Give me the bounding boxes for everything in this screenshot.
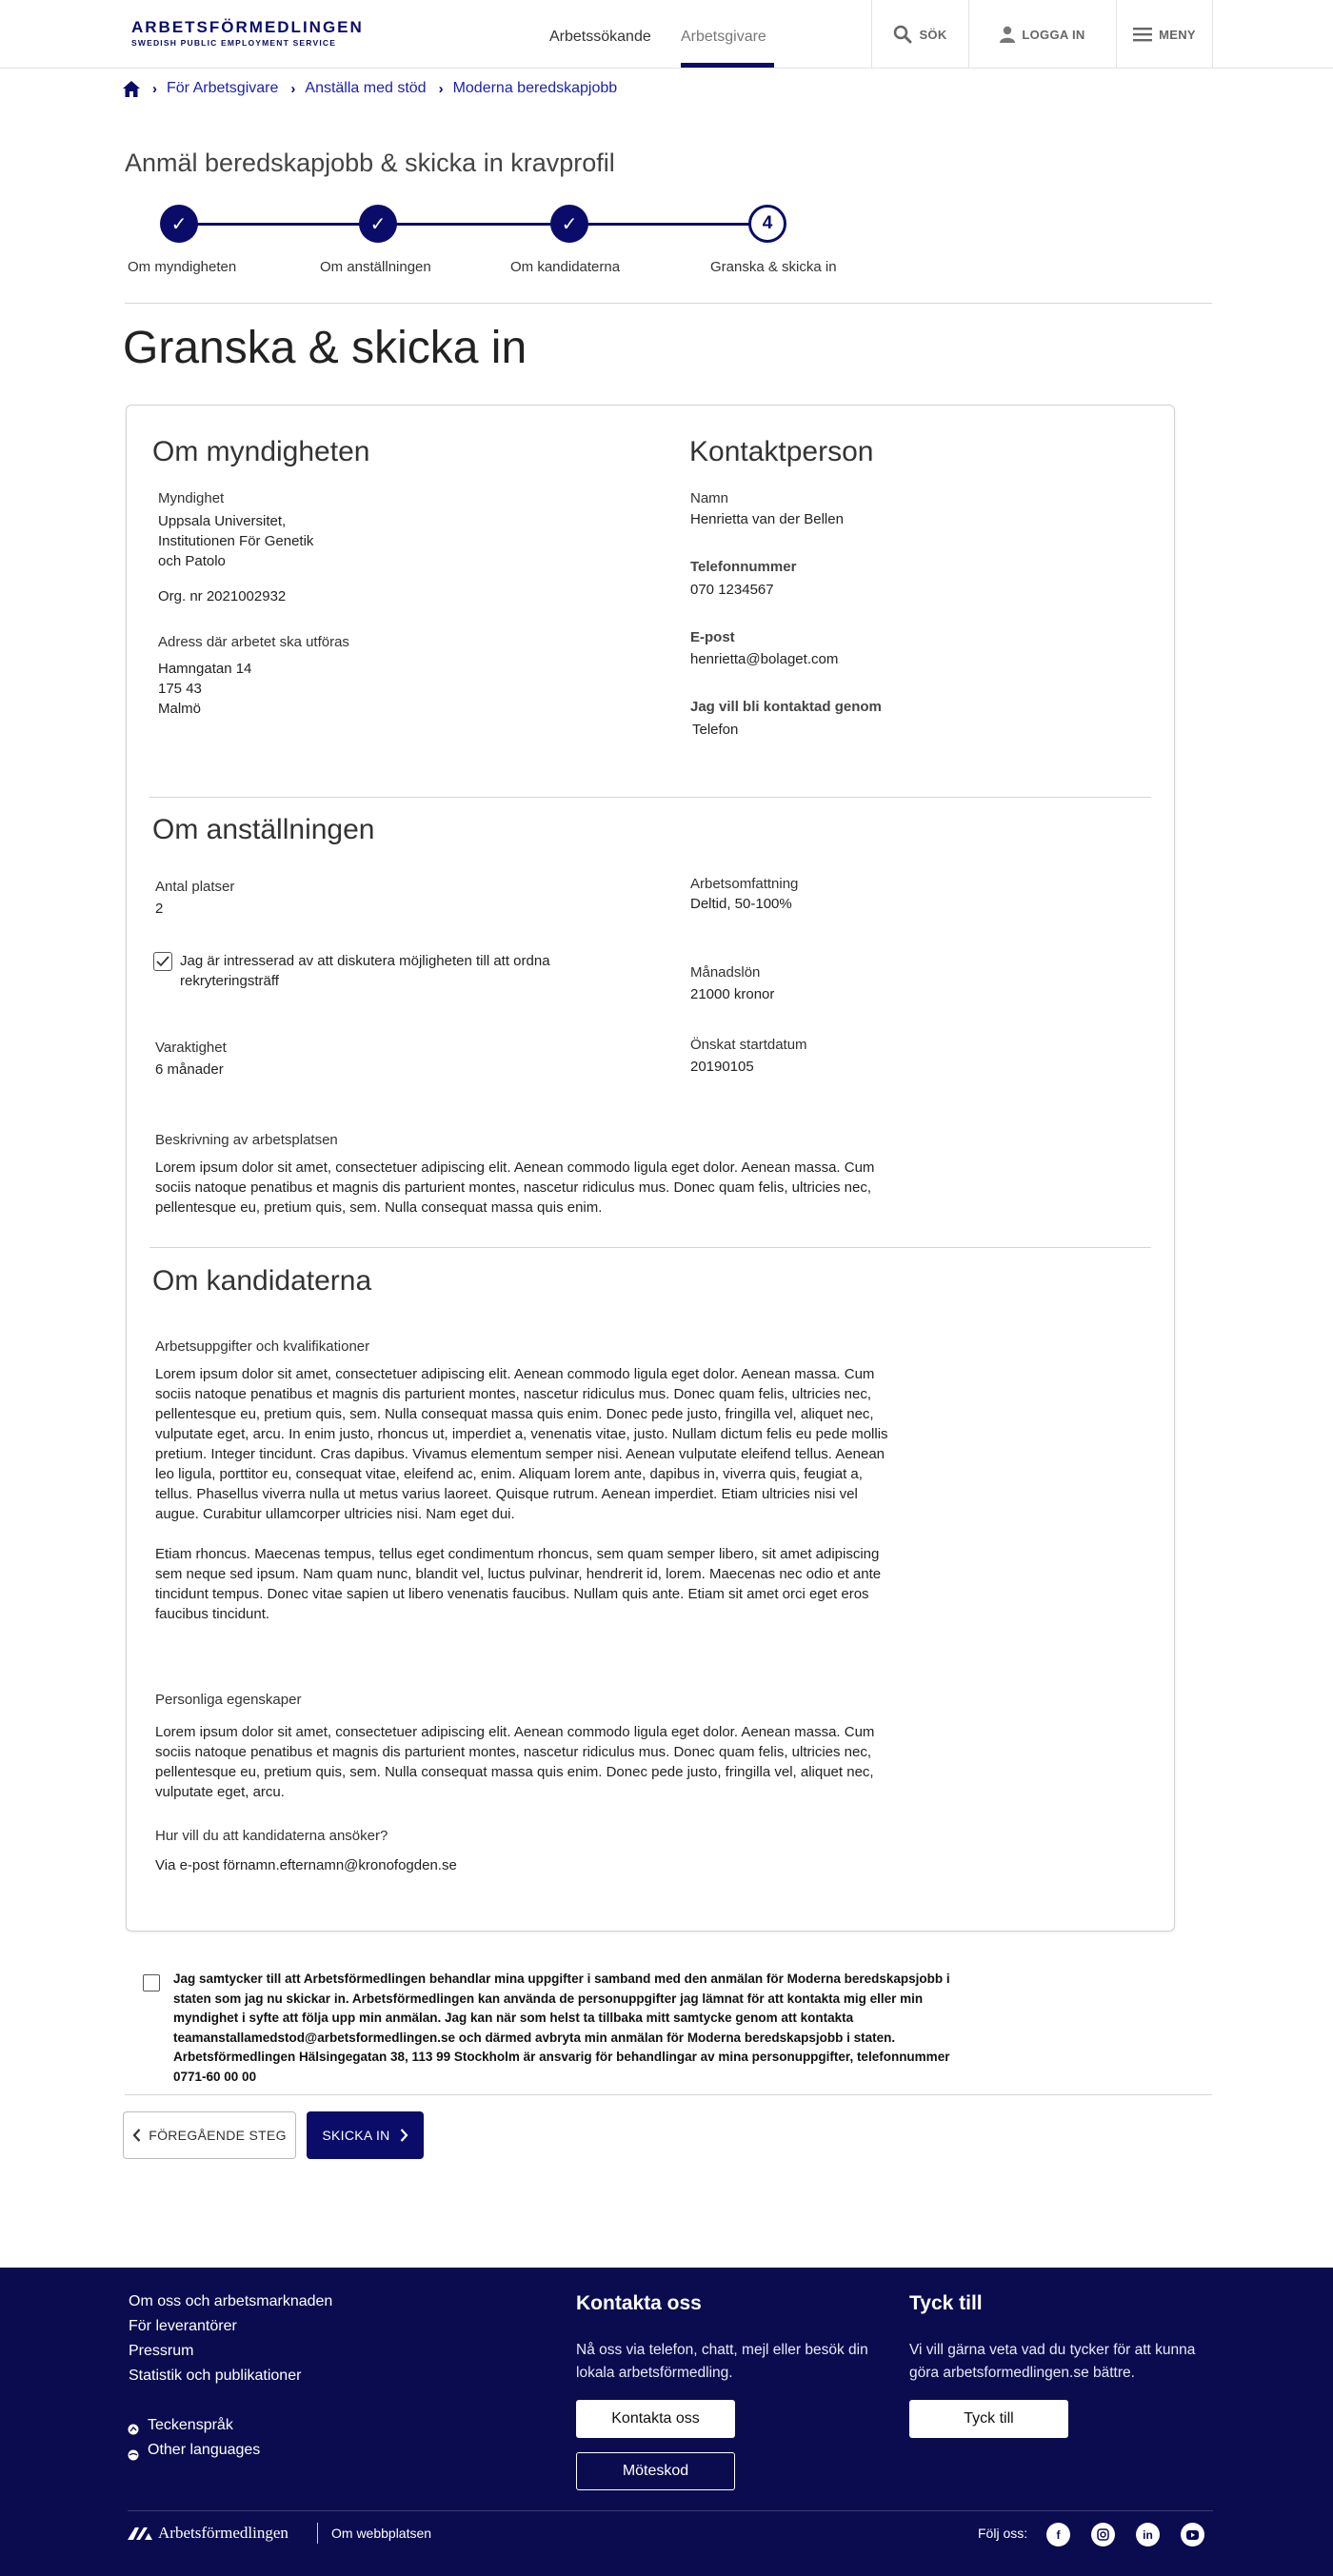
- contact-phone-label: Telefonnummer: [690, 559, 797, 575]
- chevron-right-icon: ›: [290, 80, 296, 97]
- checkmark-icon: ✓: [170, 213, 188, 235]
- hamburger-icon: [1133, 27, 1152, 42]
- previous-step-button[interactable]: [123, 2111, 296, 2159]
- step-3-complete[interactable]: [550, 205, 588, 243]
- application-method: Via e-post förnamn.efternamn@kronofogden.se: [155, 1857, 457, 1873]
- globe-icon: [128, 2449, 139, 2461]
- step-1-complete[interactable]: [160, 205, 198, 243]
- submit-button[interactable]: [307, 2111, 424, 2159]
- logo-mark-icon: [128, 2526, 152, 2540]
- salary-value: 21000 kronor: [690, 986, 775, 1002]
- active-tab-indicator: [681, 63, 774, 68]
- contact-pref: Telefon: [692, 722, 739, 738]
- salary-label: Månadslön: [690, 964, 761, 981]
- duration-value: 6 månader: [155, 1061, 224, 1078]
- chevron-right-icon: ›: [152, 80, 157, 97]
- previous-step-label: FÖREGÅENDE STEG: [149, 2128, 287, 2143]
- step-label-kandidaterna: Om kandidaterna: [510, 259, 621, 275]
- logo-main-text: ARBETSFÖRMEDLINGEN: [131, 18, 364, 36]
- section-heading-myndigheten: Om myndigheten: [152, 436, 370, 467]
- menu-button[interactable]: [1116, 0, 1213, 69]
- chevron-right-icon: ›: [438, 80, 444, 97]
- section-heading-anstallningen: Om anställningen: [152, 814, 375, 845]
- start-date-value: 20190105: [690, 1059, 754, 1075]
- checkmark-icon: [156, 956, 169, 967]
- start-date-label: Önskat startdatum: [690, 1037, 807, 1053]
- consent-text: Jag samtycker till att Arbetsförmedlingen behandlar mina uppgifter i samband med den anmälan för Moderna beredskapsjobb i staten som jag nu skickar in. Arbetsförmedlingen kan använda de personuppgifter jag lämnat för att kontakta mig eller min myndighet i syfte att följa upp min anmälan. Jag kan när som helst ta tillbaka mitt samtycke genom att kontakta teamanstallamedstod@arbetsformedlingen.se och därmed avbryta min anmälan för Moderna beredskapsjobb i staten. Arbetsförmedlingen Hälsingegatan 38, 113 99 Stockholm är ansvarig för behandlingar av mina personuppgifter, telefonnummer 0771-60 00 00: [173, 1972, 950, 2084]
- form-title: Anmäl beredskapjobb & skicka in kravprofil: [125, 149, 615, 177]
- search-button[interactable]: [871, 0, 968, 69]
- stepper-progress-line: [179, 223, 767, 226]
- footer-logo-text: Arbetsförmedlingen: [158, 2524, 288, 2542]
- contact-pref-label: Jag vill bli kontaktad genom: [690, 699, 882, 715]
- authority-line-2: Institutionen För Genetik: [158, 533, 314, 549]
- step-label-granska: Granska & skicka in: [710, 259, 837, 275]
- user-icon: [1000, 26, 1015, 43]
- interest-checkbox-label: Jag är intresserad av att diskutera möjligheten till att ordna rekryteringsträff: [180, 953, 550, 989]
- arbetsformedlingen-logo[interactable]: [131, 18, 364, 48]
- authority-line-1: Uppsala Universitet,: [158, 513, 287, 529]
- footer-separator: [317, 2523, 318, 2544]
- feedback-button[interactable]: Tyck till: [909, 2400, 1068, 2438]
- login-button[interactable]: [968, 0, 1116, 69]
- section-heading-kontaktperson: Kontaktperson: [689, 436, 874, 467]
- checkmark-icon: ✓: [369, 213, 387, 235]
- footer-link-pressrum[interactable]: Pressrum: [129, 2343, 194, 2359]
- instagram-icon[interactable]: [1091, 2523, 1115, 2546]
- section-heading-kandidaterna: Om kandidaterna: [152, 1265, 372, 1297]
- logo-sub-text: SWEDISH PUBLIC EMPLOYMENT SERVICE: [131, 38, 337, 48]
- tab-arbetssokande[interactable]: Arbetssökande: [549, 29, 651, 45]
- summary-card: [126, 405, 1175, 1932]
- divider: [125, 303, 1212, 304]
- footer-feedback-text: Vi vill gärna veta vad du tycker för att kunna göra arbetsformedlingen.se bättre.: [909, 2342, 1196, 2381]
- places-value: 2: [155, 901, 164, 917]
- address-line-3: Malmö: [158, 701, 202, 717]
- contact-us-button[interactable]: Kontakta oss: [576, 2400, 735, 2438]
- scope-label: Arbetsomfattning: [690, 876, 799, 892]
- footer-link-teckensprak[interactable]: Teckenspråk: [148, 2417, 233, 2433]
- footer-link-om-oss[interactable]: Om oss och arbetsmarknaden: [129, 2293, 333, 2309]
- contact-phone: 070 1234567: [690, 582, 774, 598]
- footer-contact-text: Nå oss via telefon, chatt, mejl eller besök din lokala arbetsförmedling.: [576, 2342, 868, 2381]
- sign-language-icon: [128, 2424, 139, 2435]
- breadcrumb-link-beredskapjobb[interactable]: Moderna beredskapjobb: [452, 80, 618, 96]
- chevron-left-icon: [132, 2129, 141, 2142]
- address-label: Adress där arbetet ska utföras: [158, 634, 349, 650]
- chevron-right-icon: [400, 2129, 408, 2142]
- step-number: 4: [762, 213, 773, 233]
- tasks-paragraph-1: Lorem ipsum dolor sit amet, consectetuer adipiscing elit. Aenean commodo ligula eget dolor. Aenean massa. Cum sociis natoque penatibus et magnis dis parturient montes, nascetur ridiculus mus. Donec quam felis, ultricies nec, pellentesque eu, pretium quis, sem. Nulla consequat massa quis enim. Donec pede justo, fringilla vel, aliquet nec, vulputate eget, arcu. In enim justo, rhoncus ut, imperdiet a, venenatis vitae, justo. Nullam dictum felis eu pede mollis pretium. Integer tincidunt. Cras dapibus. Vivamus elementum semper nisi. Aenean vulputate eleifend tellus. Aenean leo ligula, porttitor eu, consequat vitae, eleifend ac, enim. Aliquam lorem ante, dapibus in, viverra quis, feugiat a, tellus. Phasellus viverra nulla ut metus varius laoreet. Quisque rutrum. Aenean imperdiet. Etiam ultricies nisi vel augue. Curabitur ullamcorper ultricies nisi. Nam eget dui.: [155, 1366, 888, 1522]
- contact-email-label: E-post: [690, 629, 735, 645]
- tab-arbetsgivare[interactable]: Arbetsgivare: [681, 29, 766, 45]
- submit-label: SKICKA IN: [322, 2128, 390, 2143]
- address-line-1: Hamngatan 14: [158, 661, 252, 677]
- breadcrumb-link-arbetsgivare[interactable]: För Arbetsgivare: [167, 80, 279, 96]
- footer-logo[interactable]: [128, 2524, 288, 2543]
- footer-divider: [128, 2510, 1213, 2511]
- scope-value: Deltid, 50-100%: [690, 896, 792, 912]
- step-label-anstallningen: Om anställningen: [320, 259, 431, 275]
- step-4-current: [748, 205, 786, 243]
- authority-label: Myndighet: [158, 490, 225, 506]
- interest-checkbox[interactable]: [153, 952, 172, 971]
- contact-name: Henrietta van der Bellen: [690, 511, 844, 527]
- workplace-description: Lorem ipsum dolor sit amet, consectetuer adipiscing elit. Aenean commodo ligula eget dolor. Aenean massa. Cum sociis natoque penatibus et magnis dis parturient montes, nascetur ridiculus mus. Donec quam felis, ultricies nec, pellentesque eu, pretium quis, sem. Nulla consequat massa quis enim.: [155, 1159, 875, 1216]
- breadcrumb-link-anstalla[interactable]: Anställa med stöd: [305, 80, 427, 96]
- workplace-description-label: Beskrivning av arbetsplatsen: [155, 1132, 338, 1148]
- authority-line-3: och Patolo: [158, 553, 226, 569]
- address-line-2: 175 43: [158, 681, 202, 697]
- step-label-myndigheten: Om myndigheten: [128, 259, 237, 275]
- login-label: LOGGA IN: [1022, 27, 1085, 42]
- org-number: Org. nr 2021002932: [158, 588, 287, 604]
- footer-link-leverantorer[interactable]: För leverantörer: [129, 2318, 237, 2334]
- meeting-code-button[interactable]: Möteskod: [576, 2452, 735, 2490]
- section-divider: [149, 1247, 1151, 1248]
- footer-link-statistik[interactable]: Statistik och publikationer: [129, 2368, 302, 2384]
- menu-label: MENY: [1159, 27, 1196, 42]
- home-icon[interactable]: [123, 81, 140, 97]
- tasks-label: Arbetsuppgifter och kvalifikationer: [155, 1338, 370, 1355]
- contact-name-label: Namn: [690, 490, 729, 506]
- divider: [125, 2094, 1212, 2095]
- follow-us-label: Följ oss:: [978, 2526, 1028, 2541]
- facebook-icon[interactable]: f: [1046, 2523, 1070, 2546]
- duration-label: Varaktighet: [155, 1040, 227, 1056]
- footer-link-other-languages[interactable]: Other languages: [148, 2442, 261, 2458]
- places-label: Antal platser: [155, 879, 235, 895]
- personal-traits-label: Personliga egenskaper: [155, 1692, 302, 1708]
- footer-contact-heading: Kontakta oss: [576, 2292, 702, 2314]
- top-navigation-bar: [0, 0, 1333, 69]
- tasks-paragraph-2: Etiam rhoncus. Maecenas tempus, tellus eget condimentum rhoncus, sem quam semper libero, sit amet adipiscing sem neque sed ipsum. Nam quam nunc, blandit vel, luctus pulvinar, hendrerit id, lorem. Maecenas nec odio et ante tincidunt tempus. Donec vitae sapien ut libero venenatis faucibus. Nullam quis ante. Etiam sit amet orci eget eros faucibus tincidunt.: [155, 1546, 882, 1622]
- youtube-icon[interactable]: [1181, 2523, 1204, 2546]
- step-2-complete[interactable]: [359, 205, 397, 243]
- section-divider: [149, 797, 1151, 798]
- linkedin-icon[interactable]: in: [1136, 2523, 1160, 2546]
- personal-traits: Lorem ipsum dolor sit amet, consectetuer adipiscing elit. Aenean commodo ligula eget dolor. Aenean massa. Cum sociis natoque penatibus et magnis dis parturient montes, nascetur ridiculus mus. Donec quam felis, ultricies nec, pellentesque eu, pretium quis, sem. Nulla consequat massa quis enim. Donec pede justo, fringilla vel, aliquet nec, vulputate eget, arcu.: [155, 1724, 875, 1800]
- application-method-label: Hur vill du att kandidaterna ansöker?: [155, 1828, 388, 1844]
- contact-email: henrietta@bolaget.com: [690, 651, 839, 667]
- footer-about-link[interactable]: Om webbplatsen: [331, 2526, 432, 2541]
- search-label: SÖK: [919, 27, 947, 42]
- consent-checkbox[interactable]: [143, 1974, 160, 1991]
- search-icon: [893, 25, 912, 44]
- footer-feedback-heading: Tyck till: [909, 2292, 983, 2314]
- breadcrumb: [123, 80, 617, 97]
- page-title: Granska & skicka in: [123, 323, 527, 373]
- checkmark-icon: ✓: [561, 213, 578, 235]
